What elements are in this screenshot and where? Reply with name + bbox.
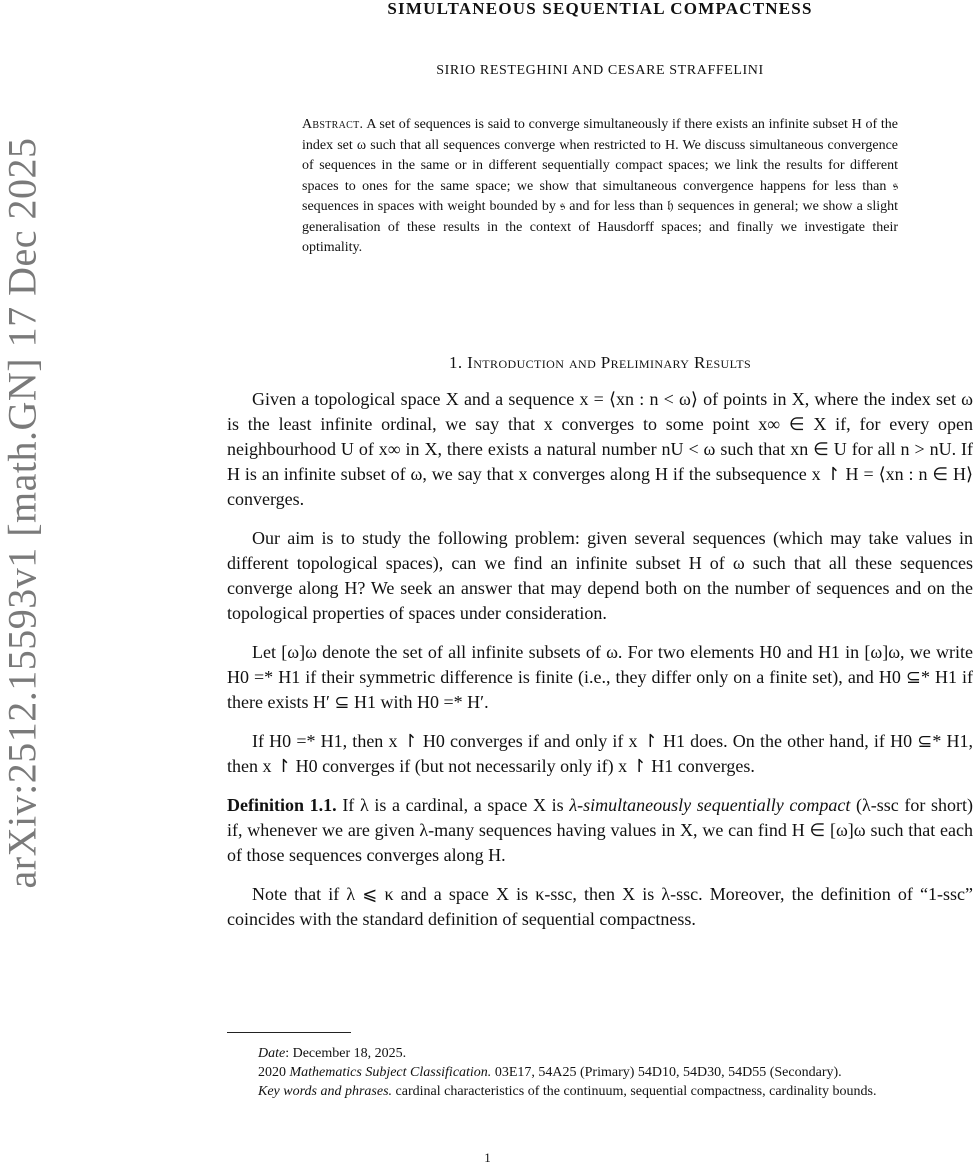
paragraph-2: Our aim is to study the following problem: given several sequences (which may take values in different topological spaces), can we find an infinite subset H of ω such that all these sequences converge along H? We seek an answer that may depend both on the number of sequences and on the topological properties of spaces under consideration. [227, 527, 973, 623]
footnote-rule [227, 1032, 351, 1033]
arxiv-identifier-text: arXiv:2512.15593v1 [math.GN] 17 Dec 2025 [0, 137, 45, 888]
footnote-msc-value: 03E17, 54A25 (Primary) 54D10, 54D30, 54D55 (Secondary). [494, 1065, 842, 1080]
footnote-keywords [227, 1082, 973, 1101]
section-heading: 1. Introduction and Preliminary Results [448, 352, 752, 372]
abstract-label: Abstract. [302, 117, 364, 132]
paragraph-3: Let [ω]ω denote the set of all infinite subsets of ω. For two elements H0 and H1 in [ω]ω, we write H0 =* H1 if their symmetric difference is finite (i.e., they differ only on a finite set), and H0 ⊆* H1 if there exists H′ ⊆ H1 with H0 =* H′. [227, 641, 973, 712]
footnote-keywords-value: cardinal characteristics of the continuum, sequential compactness, cardinality bounds. [395, 1084, 877, 1099]
definition-1-1 [227, 793, 973, 868]
footnote-msc-prefix: 2020 [258, 1065, 286, 1080]
definition-heading: Definition 1.1. [227, 794, 337, 815]
paragraph-1: Given a topological space X and a sequence x = ⟨xn : n < ω⟩ of points in X, where the index set ω is the least infinite ordinal, we say that x converges to some point x∞ ∈ X if, for every open neighbourhood U of x∞ in X, there exists a natural number nU < ω such that xn ∈ U for all n > nU. If H is an infinite subset of ω, we say that x converges along H if the subsequence x ↾ H = ⟨xn : n ∈ H⟩ converges. [227, 388, 973, 509]
page-number: 1 [484, 1150, 491, 1165]
definition-term: λ-simultaneously sequentially compact [569, 794, 851, 815]
footnote-date-value: : December 18, 2025. [285, 1046, 407, 1061]
footnote-date-label: Date [258, 1046, 286, 1061]
paper-title: SIMULTANEOUS SEQUENTIAL COMPACTNESS [387, 0, 813, 18]
definition-text-a: If λ is a cardinal, a space X is [342, 794, 564, 815]
footnote-date [227, 1044, 973, 1063]
paragraph-4: If H0 =* H1, then x ↾ H0 converges if and only if x ↾ H1 does. On the other hand, if H0 ⊆* H1, then x ↾ H0 converges if (but not necessarily only if) x ↾ H1 converges. [227, 730, 973, 776]
paragraph-5: Note that if λ ⩽ κ and a space X is κ-ssc, then X is λ-ssc. Moreover, the definition of “1-ssc” coincides with the standard definition of sequential compactness. [227, 883, 973, 929]
definition-text-b: (λ-ssc for short) if, whenever we are given λ-many sequences having values in X, we can find H ∈ [ω]ω such that each of those sequences converges along H. [227, 794, 974, 865]
paper-authors: SIRIO RESTEGHINI AND CESARE STRAFFELINI [436, 63, 764, 78]
footnote-keywords-label: Key words and phrases. [258, 1084, 393, 1099]
abstract-text: A set of sequences is said to converge simultaneously if there exists an infinite subset H of the index set ω such that all sequences converge when restricted to H. We discuss simultaneous convergence of sequences in the same or in different sequentially compact spaces; we link the results for different spaces to ones for the same space; we show that simultaneous convergence happens for less than 𝔰 sequences in spaces with weight bounded by 𝔰 and for less than 𝔥 sequences in general; we show a slight generalisation of these results in the context of Hausdorff spaces; and finally we investigate their optimality. [302, 117, 898, 255]
paper-page [227, 0, 973, 932]
abstract [302, 115, 898, 259]
footnotes [227, 1032, 973, 1101]
arxiv-identifier [0, 120, 44, 905]
footnote-msc-label: Mathematics Subject Classification. [289, 1065, 492, 1080]
footnote-msc [227, 1063, 973, 1082]
